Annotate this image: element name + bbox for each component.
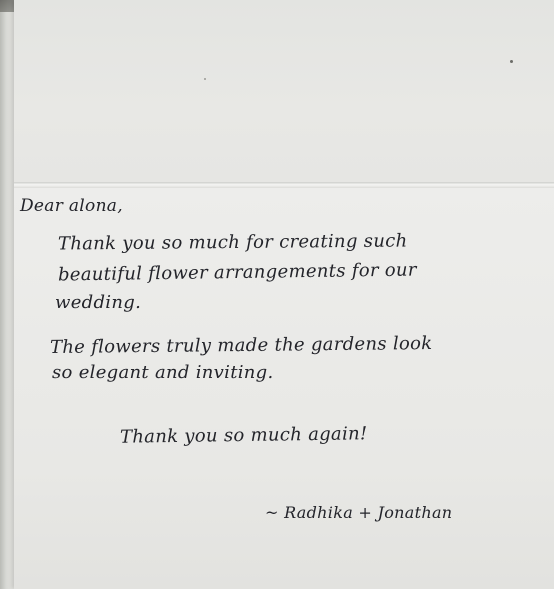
note-signature: ~ Radhika + Jonathan bbox=[265, 503, 453, 522]
note-line: beautiful flower arrangements for our bbox=[57, 259, 417, 286]
note-line: The flowers truly made the gardens look bbox=[49, 332, 433, 359]
note-line: wedding. bbox=[55, 292, 142, 313]
note-line: Thank you so much again! bbox=[119, 423, 368, 448]
note-line: so elegant and inviting. bbox=[52, 362, 274, 383]
card-top-panel bbox=[14, 0, 554, 183]
note-greeting: Dear alona, bbox=[20, 196, 123, 216]
paper-speck bbox=[204, 78, 206, 80]
paper-speck bbox=[510, 60, 513, 63]
note-line: Thank you so much for creating such bbox=[57, 230, 408, 255]
